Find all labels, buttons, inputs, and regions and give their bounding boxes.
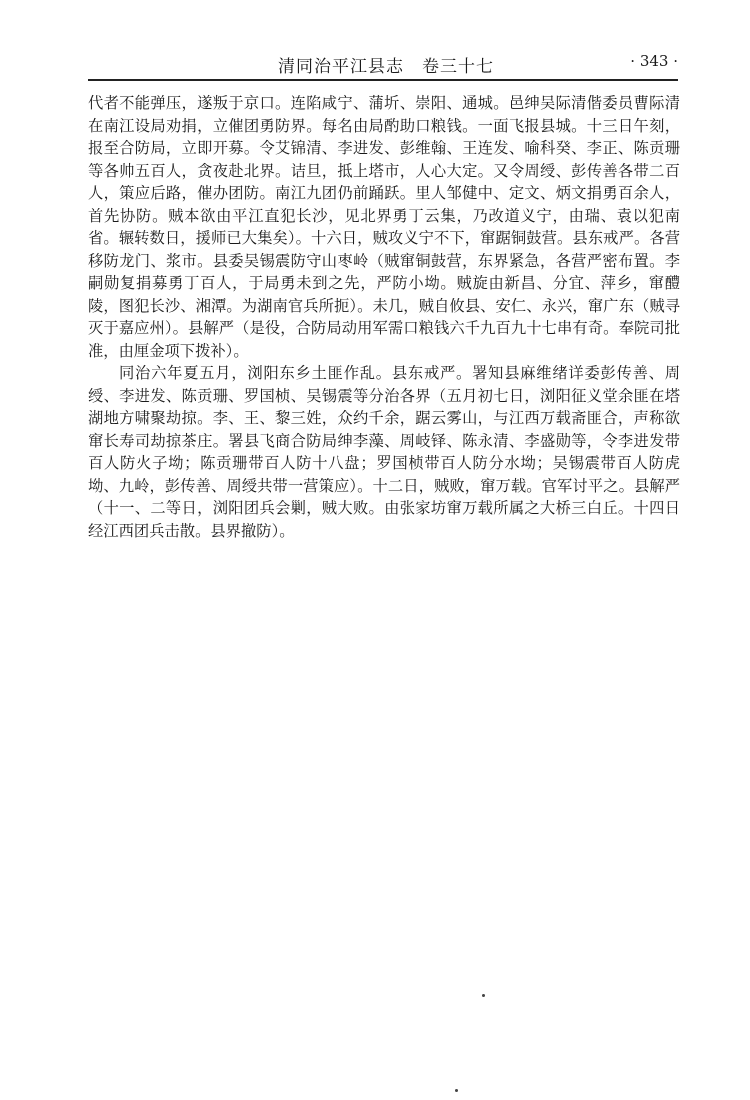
scan-speck [455,1089,458,1092]
running-head [88,50,678,76]
paragraph-tongzhi-six: 同治六年夏五月，浏阳东乡土匪作乱。县东戒严。署知县麻维绪详委彭传善、周绶、李进发、陈贡珊、罗国桢、吴锡震等分治各界（五月初七日，浏阳征义堂余匪在塔湖地方啸聚劫掠。李、王、黎三姓，众约千余，踞云雾山，与江西万载斋匪合，声称欲窜长寿司劫掠茶庄。署县飞商合防局绅李藻、周岐铎、陈永清、李盛勋等，令李进发带百人防火子坳；陈贡珊带百人防十八盘；罗国桢带百人防分水坳；吴锡震带百人防虎坳、九岭，彭传善、周绶共带一营策应）。十二日，贼败，窜万载。官军讨平之。县解严（十一、二等日，浏阳团兵会剿，贼大败。由张家坊窜万载所属之大桥三白丘。十四日经江西团兵击散。县界撤防）。 [88,364,680,540]
book-title: 清同治平江县志 卷三十七 [278,57,494,77]
body-text [88,92,680,542]
page-number: · 343 · [630,52,678,70]
paragraph-continuation: 代者不能弹压，遂叛于京口。连陷咸宁、蒲圻、崇阳、通城。邑绅吴际清偕委员曹际清在南江设局劝捐，立催团勇防界。每名由局酌助口粮钱。一面飞报县城。十三日午刻，报至合防局，立即开募。令艾锦清、李进发、彭维翰、王连发、喻科癸、李正、陈贡珊等各帅五百人，贪夜赴北界。诘旦，抵上塔市，人心大定。又令周绶、彭传善各带二百人，策应后路，催办团防。南江九团仍前踊跃。里人邹健中、定文、炳文捐勇百余人，首先协防。贼本欲由平江直犯长沙，见北界勇丁云集，乃改道义宁，由瑞、袁以犯南省。辗转数日，援师已大集矣）。十六日，贼攻义宁不下，窜踞铜鼓营。县东戒严。各营移防龙门、浆市。县委吴锡震防守山枣岭（贼窜铜鼓营，东界紧急，各营严密布置。李嗣勋复捐募勇丁百人，于局勇未到之先，严防小坳。贼旋由新昌、分宜、萍乡，窜醴陵，图犯长沙、湘潭。为湖南官兵所扼）。未几，贼自攸县、安仁、永兴，窜广东（贼寻灭于嘉应州）。县解严（是役，合防局动用军需口粮钱六千九百九十七串有奇。奉院司批准，由厘金项下拨补）。 [88,94,680,360]
scan-speck [482,994,485,997]
header-rule [88,79,678,81]
